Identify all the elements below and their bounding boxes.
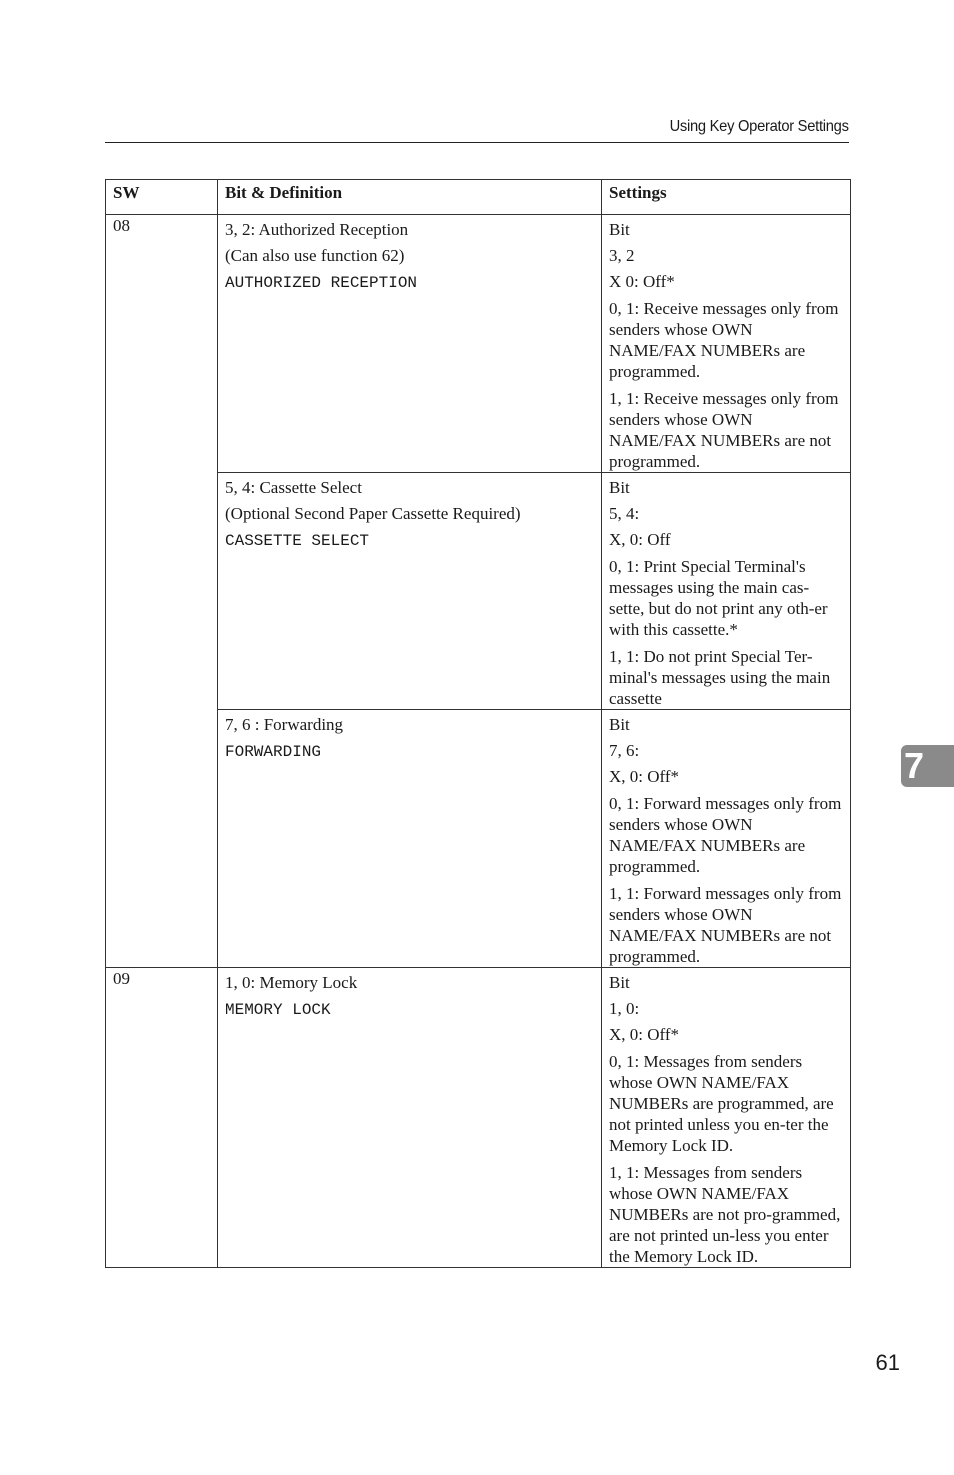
definition-line: 3, 2: Authorized Reception <box>225 220 409 239</box>
display-label: FORWARDING <box>225 743 322 761</box>
definition-line: 5, 4: Cassette Select <box>225 478 362 497</box>
table-row <box>106 215 851 473</box>
settings-cell <box>602 710 851 968</box>
settings-line: X, 0: Off* <box>609 767 680 786</box>
settings-line: X, 0: Off* <box>609 1025 680 1044</box>
settings-line: 7, 6: <box>609 741 640 760</box>
settings-line: 1, 1: Forward messages only from senders whose OWN NAME/FAX NUMBERs are not programmed. <box>609 884 842 966</box>
settings-line: 1, 1: Messages from senders whose OWN NAME/FAX NUMBERs are not pro-grammed, are not printed un-less you enter the Memory Lock ID. <box>609 1163 841 1266</box>
display-label: MEMORY LOCK <box>225 1001 331 1019</box>
settings-line: 0, 1: Messages from senders whose OWN NAME/FAX NUMBERs are programmed, are not printed unless you en-ter the Memory Lock ID. <box>609 1052 834 1155</box>
column-header-settings: Settings <box>602 180 851 215</box>
sw-cell <box>106 473 218 710</box>
sw-cell <box>106 710 218 968</box>
definition-cell <box>218 968 602 1268</box>
table-row <box>106 710 851 968</box>
definition-line: 1, 0: Memory Lock <box>225 973 358 992</box>
display-label: CASSETTE SELECT <box>225 532 370 550</box>
sw-cell <box>106 215 218 473</box>
settings-line: Bit <box>609 478 630 497</box>
settings-line: 5, 4: <box>609 504 640 523</box>
settings-line: Bit <box>609 973 630 992</box>
definition-cell <box>218 710 602 968</box>
section-title: Using Key Operator Settings <box>669 118 849 135</box>
column-header-definition: Bit & Definition <box>218 180 602 215</box>
column-header-sw: SW <box>106 180 218 215</box>
settings-line: 0, 1: Forward messages only from senders whose OWN NAME/FAX NUMBERs are programmed. <box>609 794 842 876</box>
page-number: 61 <box>875 1350 900 1375</box>
definition-cell <box>218 215 602 473</box>
settings-cell <box>602 215 851 473</box>
settings-line: X, 0: Off <box>609 530 671 549</box>
settings-line: 0, 1: Print Special Terminal's messages using the main cas-sette, but do not print any oth-er with this cassette.* <box>609 557 828 639</box>
settings-line: 3, 2 <box>609 246 635 265</box>
settings-line: 1, 1: Do not print Special Ter-minal's messages using the main cassette <box>609 647 831 708</box>
definition-cell <box>218 473 602 710</box>
settings-line: 1, 1: Receive messages only from senders whose OWN NAME/FAX NUMBERs are not programmed. <box>609 389 839 471</box>
settings-line: 0, 1: Receive messages only from senders whose OWN NAME/FAX NUMBERs are programmed. <box>609 299 839 381</box>
definition-line: (Optional Second Paper Cassette Required) <box>225 504 521 523</box>
sw-value: 09 <box>113 969 130 988</box>
settings-table <box>105 179 851 1268</box>
display-label: AUTHORIZED RECEPTION <box>225 274 418 292</box>
settings-line: X 0: Off* <box>609 272 675 291</box>
table-row <box>106 968 851 1268</box>
settings-line: Bit <box>609 715 630 734</box>
table-row <box>106 473 851 710</box>
running-header <box>105 118 849 143</box>
definition-line: 7, 6 : Forwarding <box>225 715 344 734</box>
table-header-row <box>106 180 851 215</box>
definition-line: (Can also use function 62) <box>225 246 405 265</box>
settings-cell <box>602 968 851 1268</box>
settings-cell <box>602 473 851 710</box>
settings-line: 1, 0: <box>609 999 640 1018</box>
settings-line: Bit <box>609 220 630 239</box>
sw-value: 08 <box>113 216 130 235</box>
sw-cell <box>106 968 218 1268</box>
chapter-tab: 7 <box>901 745 954 787</box>
